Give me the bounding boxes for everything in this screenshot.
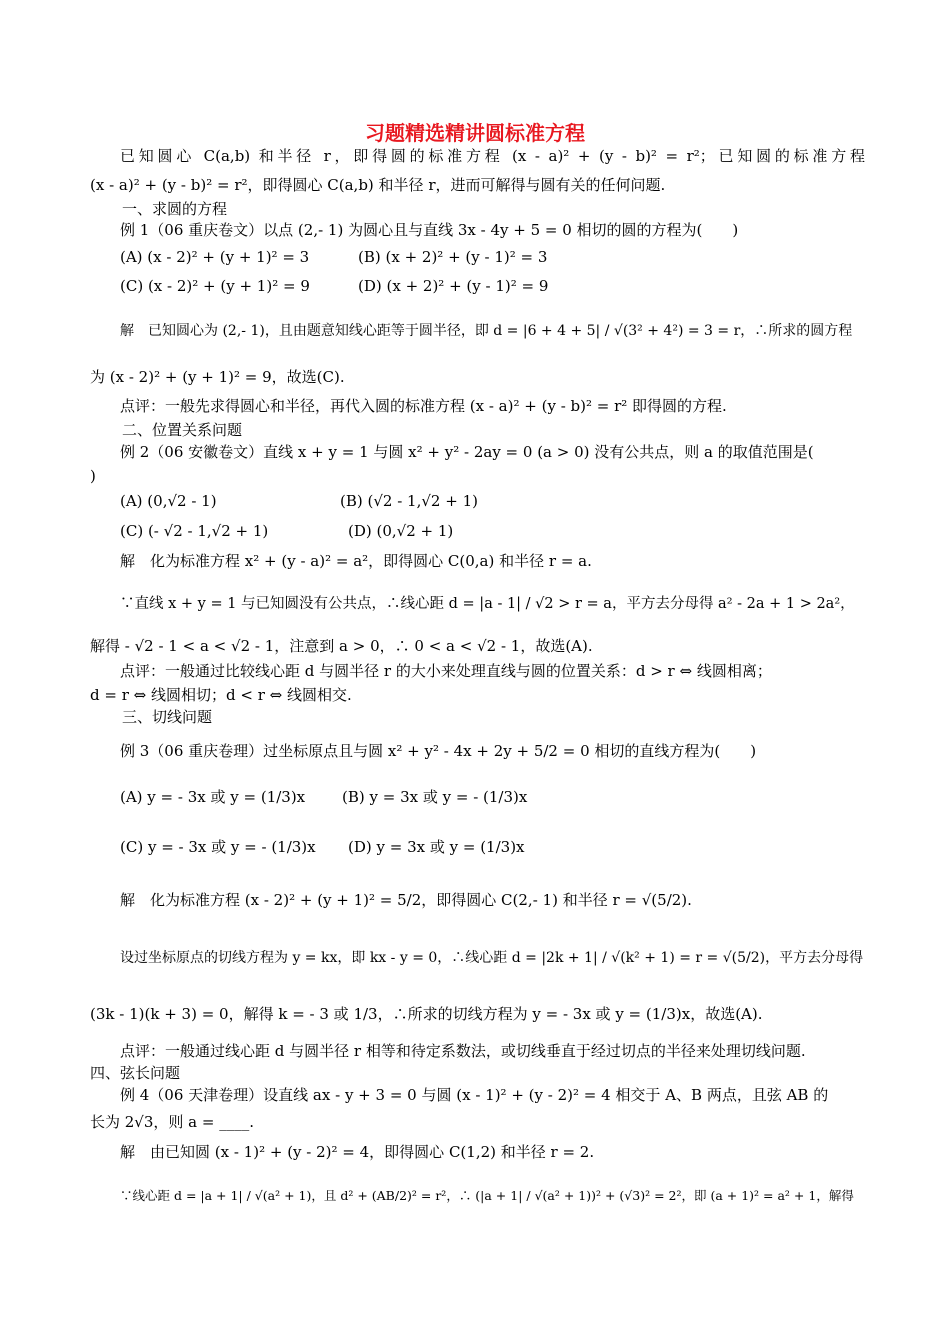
page-title: 习题精选精讲圆标准方程 [365, 121, 585, 145]
example-2-solution-3: 解得 - √2 - 1 < a < √2 - 1，注意到 a > 0，∴ 0 < a < √2 - 1，故选(A). [90, 637, 593, 655]
example-3-option-b: (B) y = 3x 或 y = - (1/3)x [342, 788, 528, 806]
example-4-stem: 例 4（06 天津卷理）设直线 ax - y + 3 = 0 与圆 (x - 1)² + (y - 2)² = 4 相交于 A、B 两点，且弦 AB 的 [120, 1086, 829, 1104]
example-4-solution-1: 解 由已知圆 (x - 1)² + (y - 2)² = 4，即得圆心 C(1,2) 和半径 r = 2. [120, 1143, 595, 1161]
example-4-solution-2: ∵线心距 d = |a + 1| / √(a² + 1)，且 d² + (AB/2)² = r²，∴ (|a + 1| / √(a² + 1))² + (√3)² = 2²，即 (a + 1)² = a² + 1，解得 [120, 1188, 854, 1203]
section-heading-1: 一、求圆的方程 [122, 200, 228, 218]
example-1-answer: 为 (x - 2)² + (y + 1)² = 9，故选(C). [90, 368, 345, 386]
example-1-option-a: (A) (x - 2)² + (y + 1)² = 3 [120, 248, 310, 266]
example-2-option-d: (D) (0,√2 + 1) [348, 522, 454, 540]
section-heading-2: 二、位置关系问题 [122, 421, 243, 439]
example-3-solution-1: 解 化为标准方程 (x - 2)² + (y + 1)² = 5/2，即得圆心 C(2,- 1) 和半径 r = √(5/2). [120, 891, 692, 909]
example-3-option-d: (D) y = 3x 或 y = (1/3)x [348, 838, 525, 856]
example-2-option-c: (C) (- √2 - 1,√2 + 1) [120, 522, 269, 540]
example-2-option-a: (A) (0,√2 - 1) [120, 492, 217, 510]
intro-line-2: (x - a)² + (y - b)² = r²，即得圆心 C(a,b) 和半径 r，进而可解得与圆有关的任何问题. [90, 176, 666, 194]
intro-line-1: 已知圆心 C(a,b) 和半径 r，即得圆的标准方程 (x - a)² + (y - b)² = r²；已知圆的标准方程 [120, 147, 865, 165]
example-3-option-c: (C) y = - 3x 或 y = - (1/3)x [120, 838, 316, 856]
example-1-option-c: (C) (x - 2)² + (y + 1)² = 9 [120, 277, 310, 295]
section-heading-4: 四、弦长问题 [90, 1064, 181, 1082]
example-2-comment-2: d = r ⇔ 线圆相切；d < r ⇔ 线圆相交. [90, 686, 352, 704]
example-2-solution-2: ∵直线 x + y = 1 与已知圆没有公共点，∴线心距 d = |a - 1| / √2 > r = a，平方去分母得 a² - 2a + 1 > 2a²， [120, 596, 855, 612]
example-2-comment-1: 点评：一般通过比较线心距 d 与圆半径 r 的大小来处理直线与圆的位置关系：d > r ⇔ 线圆相离； [120, 662, 772, 680]
example-3-comment: 点评：一般通过线心距 d 与圆半径 r 相等和待定系数法，或切线垂直于经过切点的半径来处理切线问题. [120, 1042, 806, 1060]
example-3-option-a: (A) y = - 3x 或 y = (1/3)x [120, 788, 306, 806]
example-2-solution-1: 解 化为标准方程 x² + (y - a)² = a²，即得圆心 C(0,a) 和半径 r = a. [120, 552, 592, 570]
example-1-option-d: (D) (x + 2)² + (y - 1)² = 9 [358, 277, 549, 295]
example-1-option-b: (B) (x + 2)² + (y - 1)² = 3 [358, 248, 548, 266]
example-1-stem: 例 1（06 重庆卷文）以点 (2,- 1) 为圆心且与直线 3x - 4y + 5 = 0 相切的圆的方程为( ) [120, 221, 739, 239]
example-3-stem: 例 3（06 重庆卷理）过坐标原点且与圆 x² + y² - 4x + 2y + 5/2 = 0 相切的直线方程为( ) [120, 742, 757, 760]
section-heading-3: 三、切线问题 [122, 708, 213, 726]
example-3-solution-2: 设过坐标原点的切线方程为 y = kx，即 kx - y = 0，∴线心距 d = |2k + 1| / √(k² + 1) = r = √(5/2)，平方去分母得 [120, 950, 864, 966]
example-2-stem-end: ) [90, 467, 96, 485]
example-4-stem-end: 长为 2√3，则 a = ____. [90, 1113, 254, 1131]
example-1-solution: 解 已知圆心为 (2,- 1)，且由题意知线心距等于圆半径，即 d = |6 + 4 + 5| / √(3² + 4²) = 3 = r，∴所求的圆方程 [120, 323, 853, 339]
example-2-stem: 例 2（06 安徽卷文）直线 x + y = 1 与圆 x² + y² - 2ay = 0 (a > 0) 没有公共点，则 a 的取值范围是( [120, 443, 814, 461]
example-3-solution-3: (3k - 1)(k + 3) = 0，解得 k = - 3 或 1/3，∴所求的切线方程为 y = - 3x 或 y = (1/3)x，故选(A). [90, 1005, 763, 1023]
example-2-option-b: (B) (√2 - 1,√2 + 1) [340, 492, 478, 510]
example-1-comment: 点评：一般先求得圆心和半径，再代入圆的标准方程 (x - a)² + (y - b)² = r² 即得圆的方程. [120, 397, 727, 415]
